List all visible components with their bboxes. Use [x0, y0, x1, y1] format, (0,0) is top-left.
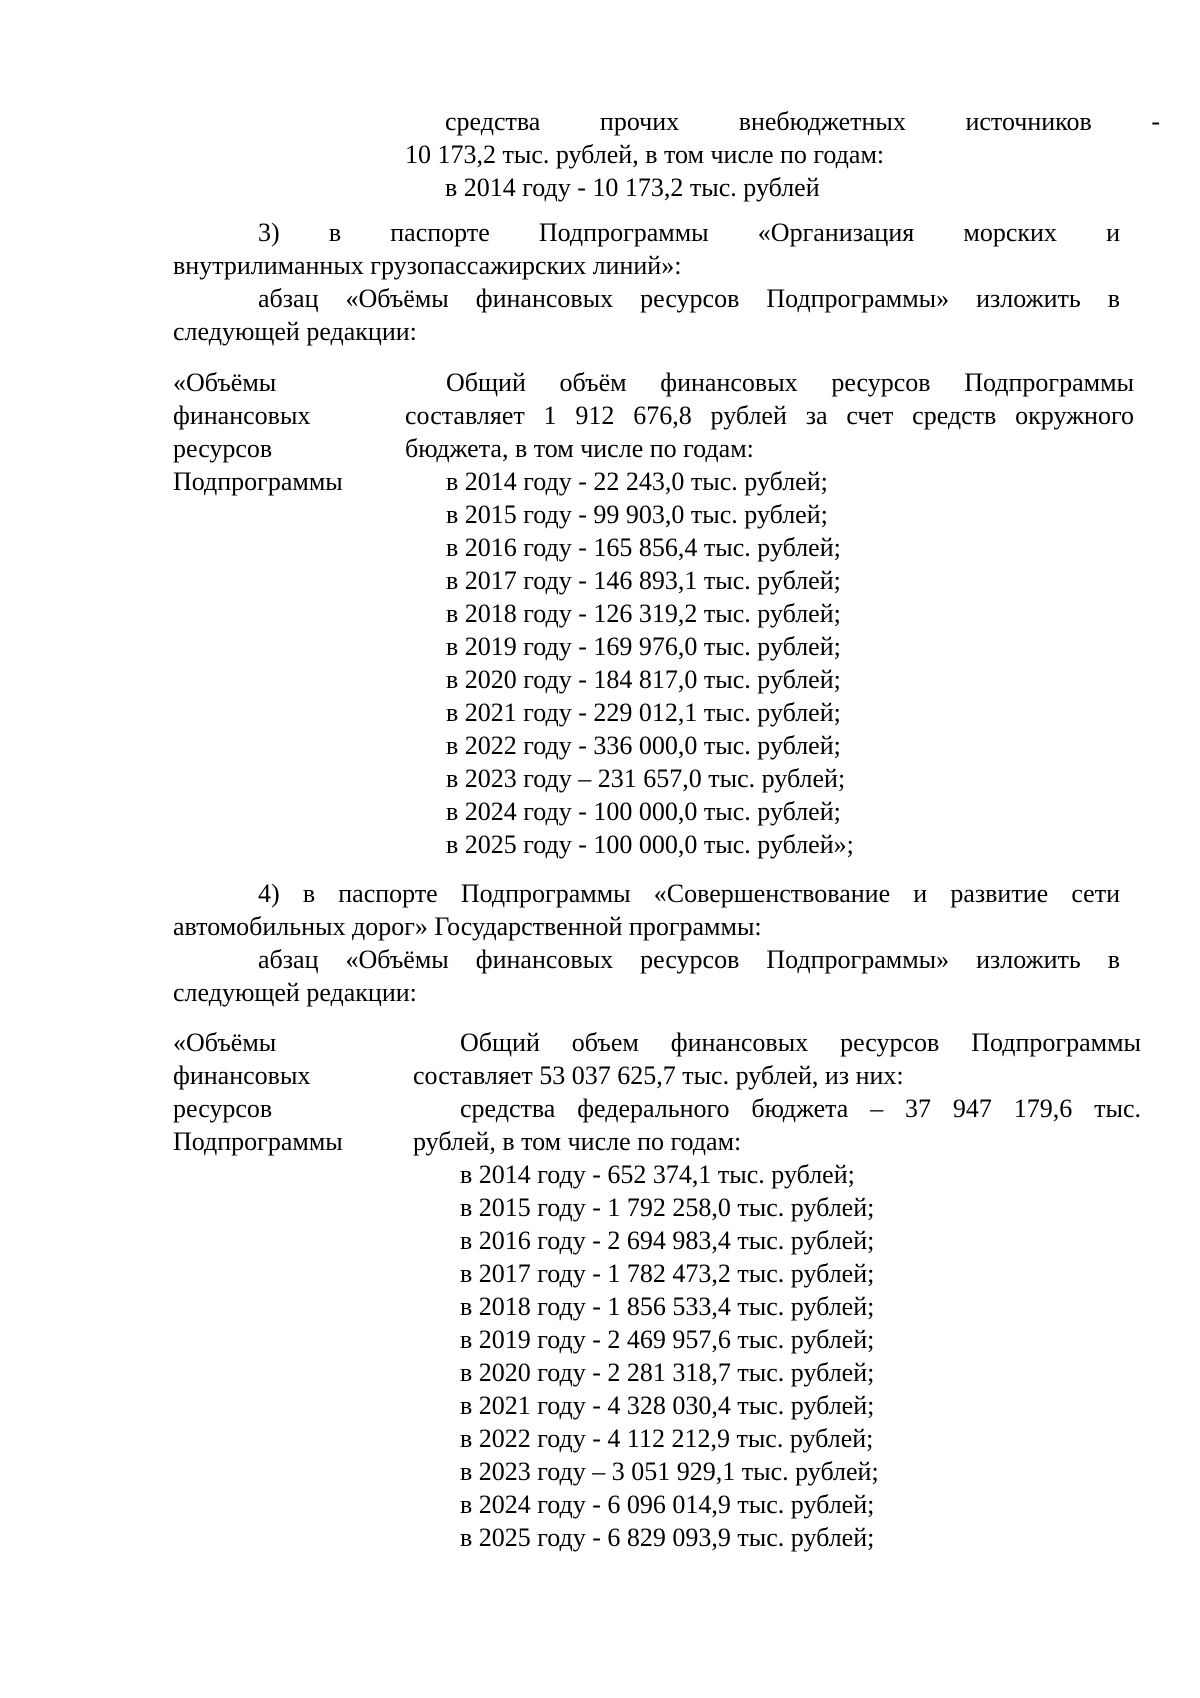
block2-label-line: финансовых [173, 1061, 311, 1090]
item4-line-1: 4) в паспорте Подпрограммы «Совершенствование и развитие сети [258, 879, 1120, 908]
block1-year-line: в 2017 году - 146 893,1 тыс. рублей; [446, 566, 841, 595]
block1-label-line: финансовых [173, 401, 311, 430]
item3-line-2: внутрилиманных грузопассажирских линий»: [173, 251, 682, 280]
block2-year-line: в 2017 году - 1 782 473,2 тыс. рублей; [460, 1259, 875, 1288]
block2-year-line: в 2019 году - 2 469 957,6 тыс. рублей; [460, 1325, 875, 1354]
block1-label-line: «Объёмы [173, 368, 277, 397]
block1-year-line: в 2021 году - 229 012,1 тыс. рублей; [446, 698, 841, 727]
block2-year-line: в 2022 году - 4 112 212,9 тыс. рублей; [460, 1424, 874, 1453]
block2-year-line: в 2015 году - 1 792 258,0 тыс. рублей; [460, 1193, 875, 1222]
top-line-1: средства прочих внебюджетных источников - [445, 107, 1160, 136]
block1-label-line: ресурсов [173, 434, 273, 463]
block1-year-line: в 2016 году - 165 856,4 тыс. рублей; [446, 533, 841, 562]
block2-intro-line: средства федерального бюджета – 37 947 179,6 тыс. [460, 1094, 1141, 1123]
item3-line-1: 3) в паспорте Подпрограммы «Организация морских и [258, 218, 1120, 247]
block2-year-line: в 2014 году - 652 374,1 тыс. рублей; [460, 1160, 855, 1189]
item4-line-4: следующей редакции: [173, 978, 417, 1007]
block1-year-line: в 2022 году - 336 000,0 тыс. рублей; [446, 731, 841, 760]
item4-line-2: автомобильных дорог» Государственной программы: [173, 912, 762, 941]
block1-intro-line: Общий объём финансовых ресурсов Подпрограммы [446, 368, 1134, 397]
block1-year-line: в 2023 году – 231 657,0 тыс. рублей; [446, 764, 846, 793]
block2-year-line: в 2021 году - 4 328 030,4 тыс. рублей; [460, 1391, 875, 1420]
block1-year-line: в 2020 году - 184 817,0 тыс. рублей; [446, 665, 841, 694]
block2-intro-line: Общий объем финансовых ресурсов Подпрограммы [460, 1028, 1141, 1057]
item3-line-4: следующей редакции: [173, 317, 417, 346]
block2-intro-line: составляет 53 037 625,7 тыс. рублей, из них: [413, 1061, 904, 1090]
block2-label-line: ресурсов [173, 1094, 273, 1123]
top-line-3: в 2014 году - 10 173,2 тыс. рублей [445, 173, 820, 202]
block2-label-line: Подпрограммы [173, 1127, 343, 1156]
block2-intro-line: рублей, в том числе по годам: [413, 1127, 742, 1156]
block1-label-line: Подпрограммы [173, 467, 343, 496]
block1-year-line: в 2018 году - 126 319,2 тыс. рублей; [446, 599, 841, 628]
item4-line-3: абзац «Объёмы финансовых ресурсов Подпрограммы» изложить в [258, 945, 1120, 974]
block2-label-line: «Объёмы [173, 1028, 277, 1057]
block2-year-line: в 2020 году - 2 281 318,7 тыс. рублей; [460, 1358, 875, 1387]
block1-year-line: в 2019 году - 169 976,0 тыс. рублей; [446, 632, 841, 661]
item3-line-3: абзац «Объёмы финансовых ресурсов Подпрограммы» изложить в [258, 284, 1120, 313]
block2-year-line: в 2023 году – 3 051 929,1 тыс. рублей; [460, 1457, 879, 1486]
block2-year-line: в 2024 году - 6 096 014,9 тыс. рублей; [460, 1490, 875, 1519]
block1-intro-line: составляет 1 912 676,8 рублей за счет средств окружного [405, 401, 1134, 430]
top-line-2: 10 173,2 тыс. рублей, в том числе по годам: [405, 140, 885, 169]
block2-year-line: в 2018 году - 1 856 533,4 тыс. рублей; [460, 1292, 875, 1321]
block2-year-line: в 2025 году - 6 829 093,9 тыс. рублей; [460, 1523, 875, 1552]
block2-year-line: в 2016 году - 2 694 983,4 тыс. рублей; [460, 1226, 875, 1255]
block1-year-line: в 2025 году - 100 000,0 тыс. рублей»; [446, 830, 854, 859]
block1-year-line: в 2024 году - 100 000,0 тыс. рублей; [446, 797, 841, 826]
block1-intro-line: бюджета, в том числе по годам: [405, 434, 754, 463]
block1-year-line: в 2015 году - 99 903,0 тыс. рублей; [446, 500, 828, 529]
block1-year-line: в 2014 году - 22 243,0 тыс. рублей; [446, 467, 828, 496]
